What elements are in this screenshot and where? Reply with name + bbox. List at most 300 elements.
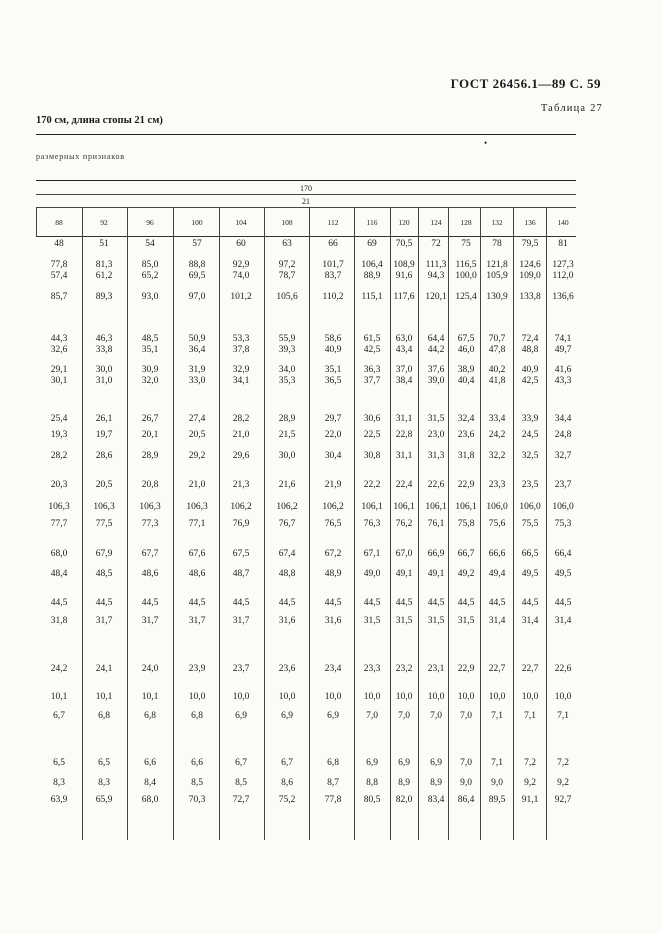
table-cell: 78,7 <box>278 271 296 281</box>
table-cell: 10,0 <box>427 692 445 702</box>
table-cell: 67,1 <box>363 549 381 559</box>
table-cell: 7,0 <box>460 758 472 768</box>
table-cell: 29,2 <box>188 451 206 461</box>
table-cell: 106,2 <box>276 502 298 512</box>
table-cell: 23,7 <box>232 664 250 674</box>
table-cell: 31,5 <box>457 616 475 626</box>
table-cell: 8,8 <box>366 778 378 788</box>
table-cell: 44,5 <box>488 598 506 608</box>
table-cell: 9,2 <box>524 778 536 788</box>
table-cell: 42,5 <box>363 345 381 355</box>
table-cell: 66,6 <box>488 549 506 559</box>
table-cell: 86,4 <box>457 795 475 805</box>
table-cell: 106,1 <box>361 502 383 512</box>
table-cell: 7,2 <box>557 758 569 768</box>
table-cell: 76,3 <box>363 519 381 529</box>
table-cell: 23,4 <box>324 664 342 674</box>
table-cell: 28,6 <box>95 451 113 461</box>
table-cell: 39,3 <box>278 345 296 355</box>
table-cell: 31,0 <box>95 376 113 386</box>
table-cell: 49,5 <box>554 569 572 579</box>
table-cell: 67,6 <box>188 549 206 559</box>
table-cell: 37,6 <box>427 365 445 375</box>
table-cell: 127,3 <box>552 260 574 270</box>
table-cell: 6,6 <box>191 758 203 768</box>
table-cell: 57,4 <box>50 271 68 281</box>
table-cell: 6,8 <box>191 711 203 721</box>
table-cell: 75,2 <box>278 795 296 805</box>
column-header: 96 <box>146 218 154 227</box>
table-cell: 63,0 <box>395 334 413 344</box>
table-cell: 40,9 <box>324 345 342 355</box>
column-divider <box>418 236 419 840</box>
table-cell: 48,5 <box>141 334 159 344</box>
column-header: 140 <box>557 218 569 227</box>
table-cell: 31,6 <box>324 616 342 626</box>
table-cell: 6,5 <box>53 758 65 768</box>
table-cell: 89,5 <box>488 795 506 805</box>
table-cell: 30,1 <box>50 376 68 386</box>
table-cell: 10,0 <box>324 692 342 702</box>
table-cell: 44,5 <box>232 598 250 608</box>
table-cell: 75,8 <box>457 519 475 529</box>
table-cell: 106,3 <box>139 502 161 512</box>
table-cell: 67,4 <box>278 549 296 559</box>
table-cell: 81,3 <box>95 260 113 270</box>
table-cell: 10,0 <box>521 692 539 702</box>
table-cell: 21,0 <box>188 480 206 490</box>
table-cell: 48,6 <box>141 569 159 579</box>
table-cell: 10,0 <box>232 692 250 702</box>
table-cell: 36,5 <box>324 376 342 386</box>
table-cell: 6,9 <box>430 758 442 768</box>
table-cell: 22,4 <box>395 480 413 490</box>
table-cell: 19,7 <box>95 430 113 440</box>
table-cell: 82,0 <box>395 795 413 805</box>
column-divider <box>390 236 391 840</box>
table-cell: 8,7 <box>327 778 339 788</box>
table-cell: 97,2 <box>278 260 296 270</box>
column-header: 112 <box>327 218 339 227</box>
table-cell: 106,3 <box>93 502 115 512</box>
column-header: 100 <box>191 218 203 227</box>
table-cell: 65,2 <box>141 271 159 281</box>
table-cell: 120,1 <box>425 292 447 302</box>
table-cell: 36,4 <box>188 345 206 355</box>
table-cell: 49,5 <box>521 569 539 579</box>
table-cell: 20,1 <box>141 430 159 440</box>
table-cell: 44,5 <box>95 598 113 608</box>
column-divider <box>448 236 449 840</box>
column-divider <box>354 236 355 840</box>
table-cell: 30,9 <box>141 365 159 375</box>
table-cell: 54 <box>145 239 155 249</box>
table-cell: 94,3 <box>427 271 445 281</box>
table-cell: 40,2 <box>488 365 506 375</box>
table-cell: 130,9 <box>486 292 508 302</box>
table-cell: 22,6 <box>427 480 445 490</box>
table-cell: 48,6 <box>188 569 206 579</box>
table-cell: 23,0 <box>427 430 445 440</box>
table-cell: 101,7 <box>322 260 344 270</box>
table-cell: 31,5 <box>427 414 445 424</box>
column-header: 136 <box>524 218 536 227</box>
table-cell: 7,0 <box>460 711 472 721</box>
table-cell: 108,9 <box>393 260 415 270</box>
table-cell: 21,3 <box>232 480 250 490</box>
table-cell: 21,5 <box>278 430 296 440</box>
table-cell: 44,5 <box>324 598 342 608</box>
marker-dot: • <box>484 138 488 148</box>
table-cell: 100,0 <box>455 271 477 281</box>
table-cell: 105,9 <box>486 271 508 281</box>
table-cell: 6,7 <box>235 758 247 768</box>
table-cell: 8,9 <box>398 778 410 788</box>
table-cell: 6,9 <box>398 758 410 768</box>
table-cell: 106,0 <box>552 502 574 512</box>
table-cell: 22,8 <box>395 430 413 440</box>
table-cell: 44,5 <box>395 598 413 608</box>
table-cell: 33,8 <box>95 345 113 355</box>
table-cell: 32,5 <box>521 451 539 461</box>
table-cell: 7,1 <box>524 711 536 721</box>
table-cell: 46,3 <box>95 334 113 344</box>
table-cell: 29,7 <box>324 414 342 424</box>
table-cell: 22,7 <box>488 664 506 674</box>
table-cell: 48,9 <box>324 569 342 579</box>
table-cell: 44,5 <box>188 598 206 608</box>
table-cell: 36,3 <box>363 365 381 375</box>
table-cell: 22,5 <box>363 430 381 440</box>
table-cell: 7,1 <box>557 711 569 721</box>
table-cell: 40,9 <box>521 365 539 375</box>
table-cell: 46,0 <box>457 345 475 355</box>
table-cell: 20,5 <box>188 430 206 440</box>
table-cell: 57 <box>192 239 202 249</box>
table-cell: 31,7 <box>141 616 159 626</box>
table-cell: 116,5 <box>455 260 477 270</box>
column-header: 128 <box>460 218 472 227</box>
column-divider <box>173 236 174 840</box>
table-cell: 136,6 <box>552 292 574 302</box>
table-cell: 8,9 <box>430 778 442 788</box>
table-cell: 83,7 <box>324 271 342 281</box>
dimensions-label: размерных признаков <box>36 152 125 161</box>
table-cell: 75,3 <box>554 519 572 529</box>
table-cell: 23,6 <box>278 664 296 674</box>
table-cell: 22,6 <box>554 664 572 674</box>
table-cell: 106,4 <box>361 260 383 270</box>
table-cell: 20,8 <box>141 480 159 490</box>
table-cell: 31,9 <box>188 365 206 375</box>
table-cell: 106,2 <box>230 502 252 512</box>
table-cell: 23,7 <box>554 480 572 490</box>
header-column-divider <box>82 207 83 236</box>
table-cell: 10,0 <box>395 692 413 702</box>
table-cell: 21,9 <box>324 480 342 490</box>
table-cell: 31,8 <box>457 451 475 461</box>
table-cell: 29,6 <box>232 451 250 461</box>
table-cell: 8,6 <box>281 778 293 788</box>
table-cell: 133,8 <box>519 292 541 302</box>
table-cell: 22,9 <box>457 664 475 674</box>
table-cell: 75 <box>461 239 471 249</box>
table-cell: 43,4 <box>395 345 413 355</box>
table-cell: 49,0 <box>363 569 381 579</box>
table-cell: 66,7 <box>457 549 475 559</box>
table-cell: 23,3 <box>488 480 506 490</box>
table-cell: 92,7 <box>554 795 572 805</box>
table-cell: 111,3 <box>425 260 447 270</box>
table-cell: 66 <box>328 239 338 249</box>
table-cell: 110,2 <box>322 292 344 302</box>
table-cell: 34,0 <box>278 365 296 375</box>
table-cell: 76,2 <box>395 519 413 529</box>
table-cell: 63,9 <box>50 795 68 805</box>
table-cell: 32,7 <box>554 451 572 461</box>
column-header: 92 <box>100 218 108 227</box>
table-cell: 28,9 <box>278 414 296 424</box>
foot-length-header: 21 <box>302 197 310 206</box>
table-cell: 30,4 <box>324 451 342 461</box>
table-cell: 35,3 <box>278 376 296 386</box>
table-cell: 10,0 <box>278 692 296 702</box>
column-header-rule <box>36 236 576 237</box>
table-cell: 44,5 <box>278 598 296 608</box>
table-cell: 67,2 <box>324 549 342 559</box>
table-cell: 74,1 <box>554 334 572 344</box>
table-cell: 77,3 <box>141 519 159 529</box>
table-label: Таблица 27 <box>540 103 603 114</box>
table-subtitle: 170 см, длина стопы 21 см) <box>36 115 163 126</box>
table-cell: 35,1 <box>141 345 159 355</box>
table-cell: 69,5 <box>188 271 206 281</box>
table-cell: 9,2 <box>557 778 569 788</box>
table-cell: 74,0 <box>232 271 250 281</box>
table-cell: 97,0 <box>188 292 206 302</box>
table-cell: 68,0 <box>141 795 159 805</box>
table-cell: 29,1 <box>50 365 68 375</box>
table-cell: 37,0 <box>395 365 413 375</box>
table-cell: 31,1 <box>395 451 413 461</box>
table-cell: 44,3 <box>50 334 68 344</box>
table-cell: 75,5 <box>521 519 539 529</box>
table-cell: 42,5 <box>521 376 539 386</box>
header-column-divider <box>173 207 174 236</box>
table-cell: 31,4 <box>521 616 539 626</box>
table-cell: 67,7 <box>141 549 159 559</box>
table-cell: 10,0 <box>488 692 506 702</box>
column-divider <box>264 236 265 840</box>
column-divider <box>546 236 547 840</box>
table-cell: 44,5 <box>554 598 572 608</box>
table-cell: 6,6 <box>144 758 156 768</box>
table-cell: 9,0 <box>460 778 472 788</box>
table-cell: 106,0 <box>486 502 508 512</box>
foot-header-rule <box>36 207 576 208</box>
table-cell: 115,1 <box>361 292 383 302</box>
table-cell: 75,6 <box>488 519 506 529</box>
table-cell: 31,7 <box>232 616 250 626</box>
header-column-divider <box>36 207 37 236</box>
table-cell: 38,4 <box>395 376 413 386</box>
table-cell: 7,0 <box>366 711 378 721</box>
table-cell: 125,4 <box>455 292 477 302</box>
table-cell: 66,4 <box>554 549 572 559</box>
table-cell: 6,8 <box>98 711 110 721</box>
table-cell: 44,5 <box>521 598 539 608</box>
top-rule <box>36 134 576 135</box>
column-header: 120 <box>398 218 410 227</box>
table-cell: 80,5 <box>363 795 381 805</box>
table-cell: 40,4 <box>457 376 475 386</box>
table-cell: 106,1 <box>455 502 477 512</box>
column-divider <box>309 236 310 840</box>
table-cell: 70,3 <box>188 795 206 805</box>
table-cell: 23,9 <box>188 664 206 674</box>
table-cell: 30,0 <box>95 365 113 375</box>
table-cell: 48,8 <box>521 345 539 355</box>
table-cell: 23,3 <box>363 664 381 674</box>
table-cell: 10,0 <box>457 692 475 702</box>
table-cell: 65,9 <box>95 795 113 805</box>
table-cell: 85,7 <box>50 292 68 302</box>
table-cell: 7,1 <box>491 758 503 768</box>
table-cell: 106,0 <box>519 502 541 512</box>
table-cell: 76,5 <box>324 519 342 529</box>
table-cell: 7,1 <box>491 711 503 721</box>
table-cell: 22,7 <box>521 664 539 674</box>
table-cell: 41,6 <box>554 365 572 375</box>
table-cell: 25,4 <box>50 414 68 424</box>
column-divider <box>513 236 514 840</box>
table-cell: 6,5 <box>98 758 110 768</box>
table-cell: 7,0 <box>430 711 442 721</box>
table-cell: 9,0 <box>491 778 503 788</box>
table-cell: 24,1 <box>95 664 113 674</box>
table-cell: 10,0 <box>188 692 206 702</box>
table-top-border <box>36 180 576 181</box>
table-cell: 24,0 <box>141 664 159 674</box>
column-header: 104 <box>235 218 247 227</box>
table-cell: 83,4 <box>427 795 445 805</box>
table-cell: 89,3 <box>95 292 113 302</box>
table-cell: 34,4 <box>554 414 572 424</box>
table-cell: 67,9 <box>95 549 113 559</box>
table-cell: 78 <box>492 239 502 249</box>
table-cell: 77,7 <box>50 519 68 529</box>
table-cell: 39,0 <box>427 376 445 386</box>
table-cell: 31,5 <box>427 616 445 626</box>
table-cell: 49,2 <box>457 569 475 579</box>
table-cell: 88,9 <box>363 271 381 281</box>
table-cell: 49,7 <box>554 345 572 355</box>
table-cell: 124,6 <box>519 260 541 270</box>
table-cell: 20,5 <box>95 480 113 490</box>
table-cell: 41,8 <box>488 376 506 386</box>
table-cell: 32,6 <box>50 345 68 355</box>
table-cell: 72,4 <box>521 334 539 344</box>
table-cell: 8,5 <box>235 778 247 788</box>
table-cell: 106,3 <box>186 502 208 512</box>
table-cell: 10,1 <box>95 692 113 702</box>
table-cell: 6,9 <box>235 711 247 721</box>
table-cell: 106,1 <box>393 502 415 512</box>
table-cell: 69 <box>367 239 377 249</box>
column-header: 88 <box>55 218 63 227</box>
column-divider <box>480 236 481 840</box>
table-cell: 106,2 <box>322 502 344 512</box>
table-cell: 64,4 <box>427 334 445 344</box>
table-cell: 32,2 <box>488 451 506 461</box>
table-cell: 66,5 <box>521 549 539 559</box>
table-cell: 24,2 <box>50 664 68 674</box>
table-cell: 101,2 <box>230 292 252 302</box>
table-cell: 77,5 <box>95 519 113 529</box>
table-cell: 31,7 <box>95 616 113 626</box>
table-cell: 7,0 <box>398 711 410 721</box>
table-cell: 33,4 <box>488 414 506 424</box>
column-header: 116 <box>366 218 378 227</box>
height-header: 170 <box>300 184 312 193</box>
page-header: ГОСТ 26456.1—89 С. 59 <box>450 76 601 91</box>
table-cell: 6,9 <box>366 758 378 768</box>
table-cell: 32,9 <box>232 365 250 375</box>
table-cell: 67,0 <box>395 549 413 559</box>
table-cell: 31,1 <box>395 414 413 424</box>
table-cell: 24,2 <box>488 430 506 440</box>
table-cell: 28,9 <box>141 451 159 461</box>
table-cell: 31,8 <box>50 616 68 626</box>
table-cell: 53,3 <box>232 334 250 344</box>
table-cell: 88,8 <box>188 260 206 270</box>
table-cell: 44,5 <box>50 598 68 608</box>
header-column-divider <box>127 207 128 236</box>
table-cell: 91,6 <box>395 271 413 281</box>
table-cell: 20,3 <box>50 480 68 490</box>
table-cell: 79,5 <box>521 239 539 249</box>
table-cell: 31,5 <box>395 616 413 626</box>
table-cell: 6,9 <box>327 711 339 721</box>
table-cell: 28,2 <box>232 414 250 424</box>
table-cell: 10,0 <box>554 692 572 702</box>
column-divider <box>82 236 83 840</box>
table-cell: 33,9 <box>521 414 539 424</box>
table-cell: 6,8 <box>327 758 339 768</box>
column-divider <box>219 236 220 840</box>
table-cell: 43,3 <box>554 376 572 386</box>
table-cell: 76,1 <box>427 519 445 529</box>
table-cell: 24,5 <box>521 430 539 440</box>
table-cell: 49,1 <box>427 569 445 579</box>
table-cell: 76,9 <box>232 519 250 529</box>
table-cell: 48,4 <box>50 569 68 579</box>
table-cell: 31,4 <box>488 616 506 626</box>
header-column-divider <box>264 207 265 236</box>
table-cell: 21,0 <box>232 430 250 440</box>
table-cell: 81 <box>558 239 568 249</box>
table-cell: 23,1 <box>427 664 445 674</box>
table-cell: 31,4 <box>554 616 572 626</box>
table-cell: 48,7 <box>232 569 250 579</box>
table-cell: 70,7 <box>488 334 506 344</box>
table-cell: 106,3 <box>48 502 70 512</box>
table-cell: 77,8 <box>50 260 68 270</box>
table-cell: 92,9 <box>232 260 250 270</box>
table-cell: 109,0 <box>519 271 541 281</box>
table-cell: 44,2 <box>427 345 445 355</box>
table-cell: 44,5 <box>141 598 159 608</box>
